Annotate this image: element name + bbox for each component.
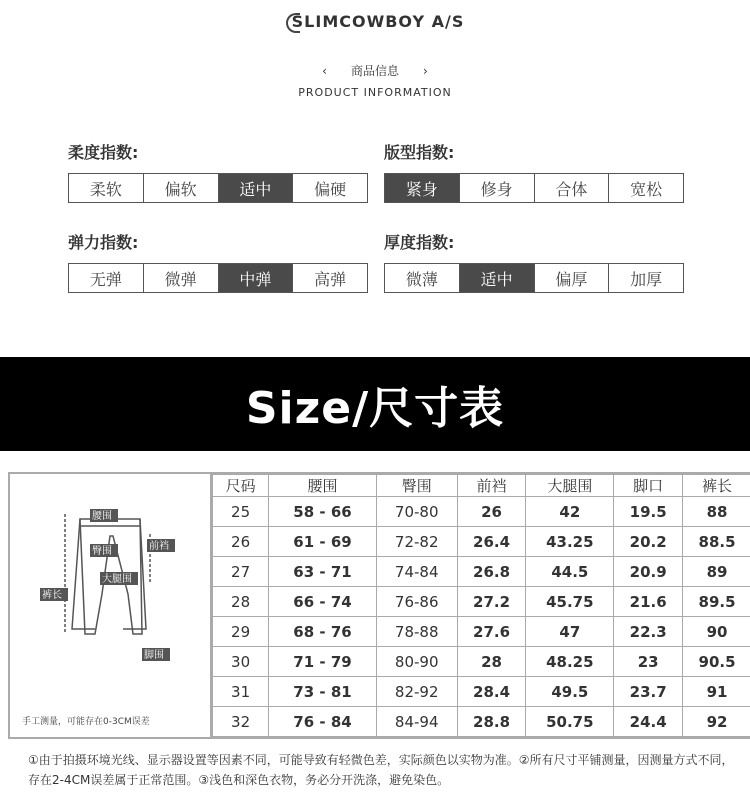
table-cell: 91 [683, 677, 750, 707]
brand-name: SLIMCOWBOY A/S [291, 12, 465, 31]
diagram-label-length: 裤长 [42, 590, 62, 601]
index-option: 偏硬 [314, 179, 347, 199]
table-cell: 27 [213, 557, 269, 587]
table-cell: 72-82 [376, 527, 457, 557]
index-option-selected: 适中 [219, 174, 294, 202]
table-cell: 82-92 [376, 677, 457, 707]
table-cell: 27.6 [457, 617, 526, 647]
index-option: 加厚 [630, 269, 663, 289]
index-label: 柔度指数: [68, 143, 139, 162]
table-cell: 22.3 [614, 617, 683, 647]
table-cell: 70-80 [376, 497, 457, 527]
table-cell: 27.2 [457, 587, 526, 617]
index-option: 无弹 [69, 264, 144, 292]
table-cell: 43.25 [526, 527, 614, 557]
index-label: 厚度指数: [384, 233, 455, 252]
brand-logo [0, 12, 750, 33]
measurement-note: 手工测量，可能存在0-3CM误差 [22, 717, 150, 727]
table-cell: 29 [213, 617, 269, 647]
pants-diagram [10, 474, 212, 737]
table-cell: 30 [213, 647, 269, 677]
table-cell: 48.25 [526, 647, 614, 677]
index-label: 版型指数: [384, 143, 455, 162]
table-cell: 61 - 69 [269, 527, 377, 557]
size-chart [8, 472, 750, 739]
table-cell: 76 - 84 [269, 707, 377, 737]
table-cell: 28.8 [457, 707, 526, 737]
table-row [213, 647, 750, 677]
table-cell: 89 [683, 557, 750, 587]
size-table [212, 474, 750, 737]
diagram-label-hem: 脚围 [144, 650, 164, 661]
diagram-label-hip: 臀围 [92, 546, 112, 557]
index-option: 修身 [460, 174, 535, 202]
table-cell: 66 - 74 [269, 587, 377, 617]
table-cell: 26 [457, 497, 526, 527]
size-chart-banner: Size/尺寸表 [0, 357, 750, 451]
table-row [213, 677, 750, 707]
table-row [213, 497, 750, 527]
table-cell: 28.4 [457, 677, 526, 707]
table-cell: 71 - 79 [269, 647, 377, 677]
table-cell: 49.5 [526, 677, 614, 707]
index-scale [68, 263, 368, 293]
pants-outline-icon [10, 474, 210, 714]
diagram-label-thigh: 大腿围 [102, 574, 132, 585]
table-cell: 26.8 [457, 557, 526, 587]
index-option: 微薄 [385, 264, 460, 292]
index-scale [384, 263, 684, 293]
table-row [213, 527, 750, 557]
table-cell: 44.5 [526, 557, 614, 587]
index-option: 柔软 [69, 174, 144, 202]
table-cell: 21.6 [614, 587, 683, 617]
index-option: 偏厚 [535, 264, 610, 292]
table-cell: 90 [683, 617, 750, 647]
index-option: 宽松 [630, 179, 663, 199]
table-cell: 23.7 [614, 677, 683, 707]
table-cell: 20.9 [614, 557, 683, 587]
index-option: 偏软 [144, 174, 219, 202]
table-cell: 74-84 [376, 557, 457, 587]
table-cell: 24.4 [614, 707, 683, 737]
table-cell: 84-94 [376, 707, 457, 737]
prev-arrow-icon: ‹ [322, 64, 327, 78]
table-cell: 23 [614, 647, 683, 677]
table-cell: 78-88 [376, 617, 457, 647]
table-cell: 47 [526, 617, 614, 647]
table-cell: 32 [213, 707, 269, 737]
table-cell: 73 - 81 [269, 677, 377, 707]
index-option-selected: 中弹 [219, 264, 294, 292]
column-header: 大腿围 [526, 475, 614, 497]
table-header-row [213, 475, 750, 497]
section-title: 商品信息 [350, 64, 399, 78]
table-row [213, 617, 750, 647]
table-cell: 68 - 76 [269, 617, 377, 647]
index-option: 高弹 [314, 269, 347, 289]
footnote: ①由于拍摄环境光线、显示器设置等因素不同，可能导致有轻微色差，实际颜色以实物为准。②所有尺寸平铺测量，因测量方式不同，存在2-4CM误差属于正常范围。③浅色和深色衣物，务必分开洗涤，避免染色。 [28, 753, 734, 787]
table-cell: 31 [213, 677, 269, 707]
table-row [213, 587, 750, 617]
diagram-label-rise: 前裆 [149, 541, 169, 552]
next-arrow-icon: › [423, 64, 428, 78]
table-cell: 20.2 [614, 527, 683, 557]
index-scale [384, 173, 684, 203]
section-nav [0, 62, 750, 79]
index-option-selected: 适中 [460, 264, 535, 292]
table-cell: 92 [683, 707, 750, 737]
column-header: 臀围 [376, 475, 457, 497]
index-scale [68, 173, 368, 203]
table-cell: 88.5 [683, 527, 750, 557]
index-option-selected: 紧身 [385, 174, 460, 202]
table-cell: 28 [457, 647, 526, 677]
table-cell: 89.5 [683, 587, 750, 617]
table-row [213, 707, 750, 737]
table-cell: 88 [683, 497, 750, 527]
table-row [213, 557, 750, 587]
table-cell: 80-90 [376, 647, 457, 677]
column-header: 腰围 [269, 475, 377, 497]
table-cell: 42 [526, 497, 614, 527]
index-label: 弹力指数: [68, 233, 139, 252]
column-header: 前裆 [457, 475, 526, 497]
table-cell: 25 [213, 497, 269, 527]
table-cell: 28 [213, 587, 269, 617]
table-cell: 26 [213, 527, 269, 557]
table-cell: 63 - 71 [269, 557, 377, 587]
column-header: 尺码 [213, 475, 269, 497]
section-subtitle: PRODUCT INFORMATION [298, 86, 452, 99]
table-cell: 76-86 [376, 587, 457, 617]
table-cell: 26.4 [457, 527, 526, 557]
index-option: 合体 [535, 174, 610, 202]
table-cell: 58 - 66 [269, 497, 377, 527]
index-option: 微弹 [144, 264, 219, 292]
column-header: 裤长 [683, 475, 750, 497]
table-cell: 50.75 [526, 707, 614, 737]
column-header: 脚口 [614, 475, 683, 497]
table-cell: 90.5 [683, 647, 750, 677]
table-cell: 45.75 [526, 587, 614, 617]
diagram-label-waist: 腰围 [92, 511, 112, 522]
table-cell: 19.5 [614, 497, 683, 527]
